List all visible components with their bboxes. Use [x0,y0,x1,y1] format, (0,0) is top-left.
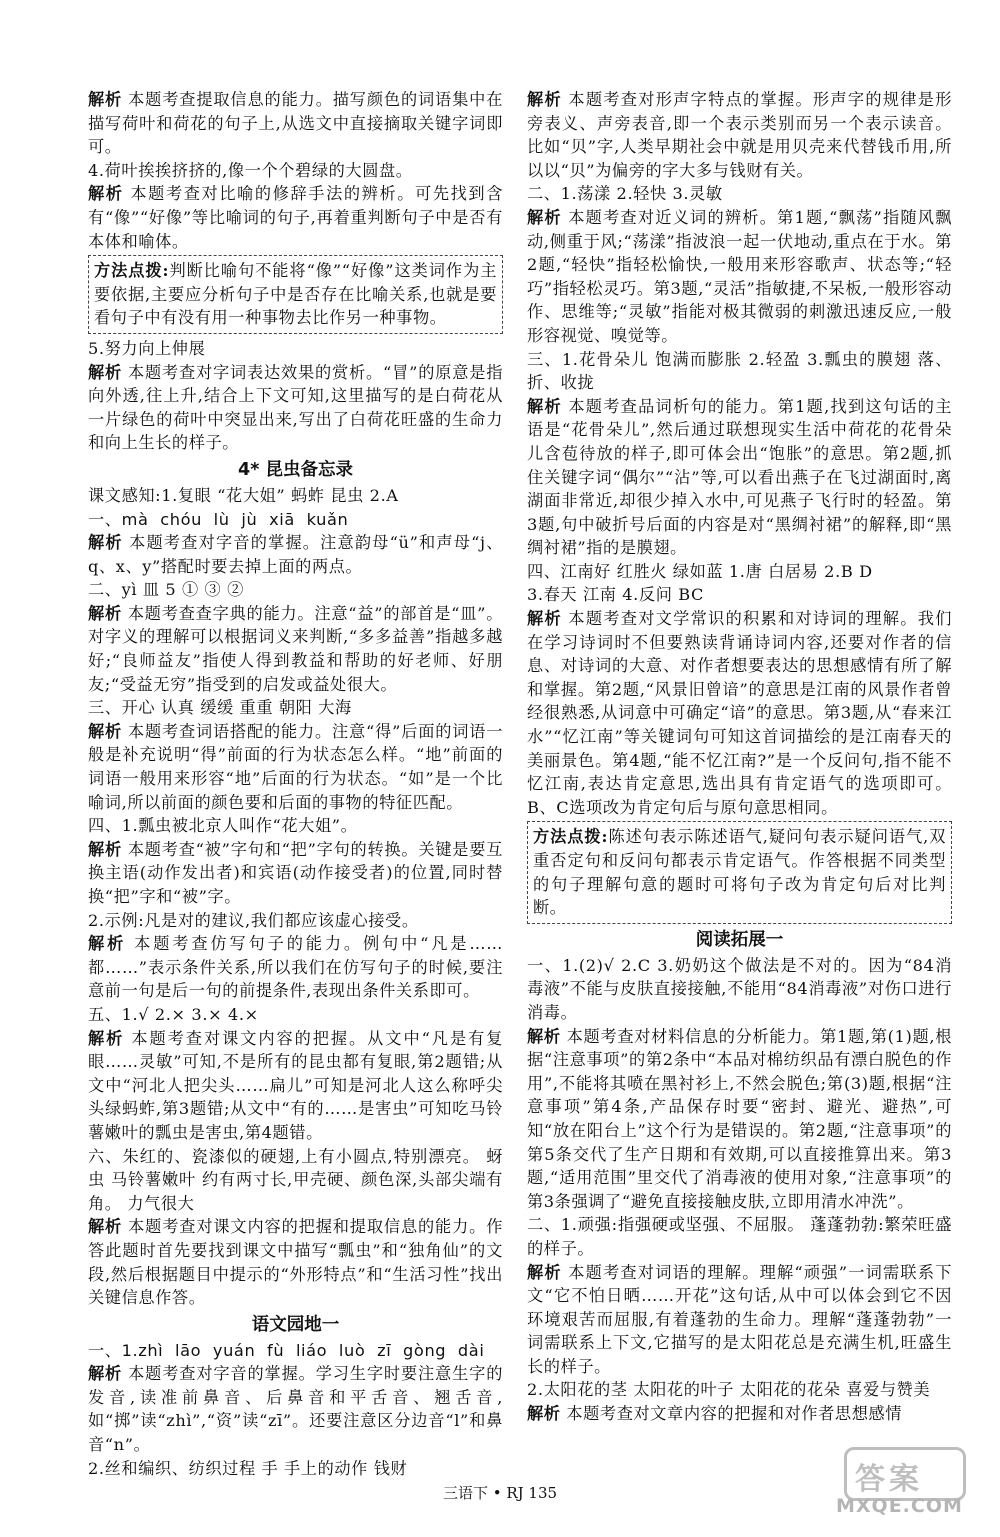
paragraph [88,932,503,1003]
paragraph-text: 本题考查对字音的掌握。学习生字时要注意生字的发音,读准前鼻音、后鼻音和平舌音、翘舌音,如“掷”读“zhì”,“资”读“zī”。还要注意区分边音“l”和鼻音“n”。 [88,1364,503,1455]
paragraph-text: 本题考查品词析句的能力。第1题,找到这句话的主语是“花骨朵儿”,然后通过联想现实生活中荷花的花骨朵儿含苞待放的样子,即可体会出“饱胀”的意思。第2题,抓住关键字词“偶尔”“沾”等,可以看出燕子在飞过湖面时,离湖面非常近,却很少掉入水中,可见燕子飞行时的轻盈。第3题,句中破折号后面的内容是对“黑绸衬裙”的解释,即“黑绸衬裙”指的是膜翅。 [527,396,952,558]
paragraph-text: 本题考查对文章内容的把握和对作者思想感情 [566,1404,903,1424]
analysis-label: 解析 [88,362,123,382]
paragraph [88,602,503,696]
answer-line: 一、1.(2)√ 2.C 3.奶奶这个做法是不对的。因为“84消毒液”不能与皮肤直接接触,不能用“84消毒液”对伤口进行消毒。 [527,955,952,1022]
paragraph [88,1027,503,1145]
analysis-label: 解析 [527,1404,561,1424]
page-footer: 三语下 • RJ 135 [442,1484,558,1502]
paragraph-text: 本题考查对课文内容的把握和提取信息的能力。作答此题时首先要找到课文中描写“瓢虫”和“独角仙”的文段,然后根据题目中提示的“外形特点”和“生活习性”找出关键信息作答。 [88,1217,503,1308]
analysis-label: 解析 [88,533,123,553]
paragraph-text: 本题考查对形声字特点的掌握。形声字的规律是形旁表义、声旁表音,即一个表示类别而另一个表示读音。比如“贝”字,人类早期社会中就是用贝壳来代替钱币用,所以以“贝”为偏旁的字大多与钱财有关。 [527,90,952,180]
method-tip-label: 方法点拨: [94,261,170,281]
paragraph [88,1362,503,1456]
paragraph [88,88,503,159]
paragraph-text: 本题考查对字音的掌握。注意韵母“ü”和声母“j、q、x、y”搭配时要去掉上面的两点。 [88,533,504,576]
watermark-logo [826,1447,966,1519]
analysis-label: 解析 [88,934,127,954]
analysis-label: 解析 [527,1262,562,1282]
answer-line: 4.荷叶挨挨挤挤的,像一个个碧绿的大圆盘。 [88,160,413,180]
method-tip-box [527,821,952,923]
pinyin-answer: 一、1.zhì lāo yuán fù liáo luò zī gòng dài [88,1340,485,1360]
method-tip-text: 陈述句表示陈述语气,疑问句表示疑问语气,双重否定句和反问句都表示肯定语气。作答根据不同类型的句子理解句意的题时可将句子改为肯定句后对比判断。 [533,827,946,918]
paragraph [88,720,503,814]
answer-line: 课文感知:1.复眼 “花大姐” 蚂蚱 昆虫 2.A [88,485,399,505]
paragraph [527,395,952,560]
paragraph-text: 本题考查对材料信息的分析能力。第1题,第(1)题,根据“注意事项”的第2条中“本品对棉纺织品有漂白脱色的作用”,不能将其喷在黑衬衫上,不然会脱色;第(3)题,根据“注意事项”第4条,产品保存时要“密封、避光、避热”,可知“放在阳台上”这个行为是错误的。第2题,“注意事项”的第5条交代了生产日期和有效期,可以直接推算出来。第3题,“适用范围”里交代了消毒液的使用对象,“注意事项”的第3条强调了“避免直接接触皮肤,立即用清水冲洗”。 [527,1026,952,1211]
answer-line: 2.太阳花的茎 太阳花的叶子 太阳花的花朵 喜爱与赞美 [527,1380,931,1400]
paragraph-text: 本题考查“被”字句和“把”字句的转换。关键是要互换主语(动作发出者)和宾语(动作接受者)的位置,同时替换“把”字和“被”字。 [88,839,503,906]
right-column [527,88,952,1426]
paragraph [527,1402,952,1426]
answer-line: 五、1.√ 2.× 3.× 4.× [88,1004,259,1024]
analysis-label: 解析 [527,1026,561,1046]
paragraph [527,88,952,182]
paragraph-text: 本题考查查字典的能力。注意“益”的部首是“皿”。对字义的理解可以根据词义来判断,“多多益善”指越多越好;“良师益友”指使人得到教益和帮助的好老师、好朋友;“受益无穷”指受到的启发或益处很大。 [88,603,503,694]
section-title: 阅读拓展一 [695,929,784,950]
answer-line: 四、江南好 红胜火 绿如蓝 1.唐 白居易 2.B D [527,561,873,581]
paragraph [88,361,503,455]
section-title: 4* 昆虫备忘录 [238,459,353,480]
paragraph-text: 本题考查对字词表达效果的赏析。“冒”的原意是指向外透,往上升,结合上下文可知,这里描写的是白荷花从一片绿色的荷叶中突显出来,写出了白荷花旺盛的生命力和向上生长的样子。 [88,362,504,453]
analysis-label: 解析 [527,609,562,629]
analysis-label: 解析 [88,90,123,109]
analysis-label: 解析 [527,90,562,109]
paragraph-text: 本题考查对课文内容的把握。从文中“凡是有复眼……灵敏”可知,不是所有的昆虫都有复眼,第2题错;从文中“河北人把尖头……扁儿”可知是河北人这么称呼尖头绿蚂蚱,第3题错;从文中“有的……是害虫”可知吃马铃薯嫩叶的瓢虫是害虫,第4题错。 [88,1028,504,1142]
answer-line: 三、开心 认真 缓缓 重重 朝阳 大海 [88,698,352,718]
analysis-label: 解析 [88,1217,123,1237]
paragraph-text: 本题考查仿写句子的能力。例句中“凡是……都……”表示条件关系,所以我们在仿写句子的时候,要注意前一句是后一句的前提条件,表现出条件关系即可。 [88,934,504,1001]
method-tip-label: 方法点拨: [533,827,609,847]
paragraph [88,182,503,253]
answer-line: 二、1.荡漾 2.轻快 3.灵敏 [527,184,723,204]
analysis-label: 解析 [88,1028,125,1048]
paragraph-text: 本题考查提取信息的能力。描写颜色的词语集中在描写荷叶和荷花的句子上,从选文中直接摘取关键字词即可。 [88,90,503,157]
answer-line: 2.示例:凡是对的建议,我们都应该虚心接受。 [88,910,419,930]
pinyin-answer: 一、mà chóu lù jù xiā kuǎn [88,509,349,529]
paragraph [88,531,503,578]
paragraph-text: 本题考查词语搭配的能力。注意“得”后面的词语一般是补充说明“得”前面的行为状态怎么样。“地”前面的词语一般用来形容“地”后面的行为状态。“如”是一个比喻词,所以前面的颜色要和后面的事物的特征匹配。 [88,721,504,812]
answer-line: 3.春天 江南 4.反问 BC [527,585,705,605]
answer-line: 三、1.花骨朵儿 饱满而膨胀 2.轻盈 3.瓢虫的膜翅 落、折、收拢 [527,349,952,393]
paragraph [527,1261,952,1379]
method-tip-box [88,255,503,334]
analysis-label: 解析 [88,184,124,204]
paragraph-text: 本题考查对近义词的辨析。第1题,“飘荡”指随风飘动,侧重于风;“荡漾”指波浪一起一伏地动,重点在于水。第2题,“轻快”指轻松愉快,一般用来形容歌声、状态等;“轻巧”指轻松灵巧。第3题,“灵活”指敏捷,不呆板,一般形容动作、思维等;“灵敏”指能对极其微弱的刺激迅速反应,一般形容视觉、嗅觉等。 [527,207,953,345]
analysis-label: 解析 [88,839,122,859]
section-title: 语文园地一 [251,1314,340,1335]
analysis-label: 解析 [88,721,123,741]
analysis-label: 解析 [88,1364,123,1384]
answer-line: 二、1.顽强:指强硬或坚强、不屈服。 蓬蓬勃勃:繁荣旺盛的样子。 [527,1215,952,1258]
answer-line: 二、yì 皿 5 ① ③ ② [88,580,244,600]
answer-line: 5.努力向上伸展 [88,338,206,358]
answer-line: 六、朱红的、瓷漆似的硬翅,上有小圆点,特别漂亮。 蚜虫 马铃薯嫩叶 约有两寸长,甲壳硬、颜色深,头部尖端有角。 力气很大 [88,1146,503,1213]
answer-line: 2.丝和编织、纺织过程 手 手上的动作 钱财 [88,1458,408,1478]
paragraph [527,1025,952,1214]
paragraph [88,838,503,909]
paragraph-text: 本题考查对比喻的修辞手法的辨析。可先找到含有“像”“好像”等比喻词的句子,再着重判断句子中是否有本体和喻体。 [88,184,504,251]
paragraph [88,1215,503,1309]
paragraph [527,607,952,819]
watermark-text: MXQE.COM [836,1495,963,1517]
paragraph-text: 本题考查对文学常识的积累和对诗词的理解。我们在学习诗词时不但要熟读背诵诗词内容,还要对作者的信息、对诗词的大意、对作者想要表达的思想感情有所了解和掌握。第2题,“风景旧曾谙”的意思是江南的风景作者曾经很熟悉,从词意中可确定“谙”的意思。第3题,从“春来江水”“忆江南”等关键词句可知这首词描绘的是江南春天的美丽景色。第4题,“能不忆江南?”是一个反问句,指不能不忆江南,表达肯定意思,选出具有肯定语气的选项即可。B、C选项改为肯定句后与原句意思相同。 [527,609,952,817]
watermark-badge-icon: 答案 [844,1447,966,1501]
method-tip-text: 判断比喻句不能将“像”“好像”这类词作为主要依据,主要应分析句子中是否存在比喻关系,也就是要看句子中有没有用一种事物去比作另一种事物。 [94,261,497,328]
analysis-label: 解析 [527,396,562,416]
analysis-label: 解析 [527,207,562,227]
paragraph-text: 本题考查对词语的理解。理解“顽强”一词需联系下文“它不怕日晒……开花”这句话,从中可以体会到它不因环境艰苦而屈服,有着蓬勃的生命力。理解“蓬蓬勃勃”一词需联系上下文,它描写的是太阳花总是充满生机,旺盛生长的样子。 [527,1262,953,1376]
analysis-label: 解析 [88,603,122,623]
paragraph [527,206,952,348]
left-column [88,88,503,1480]
answer-line: 四、1.瓢虫被北京人叫作“花大姐”。 [88,816,358,836]
